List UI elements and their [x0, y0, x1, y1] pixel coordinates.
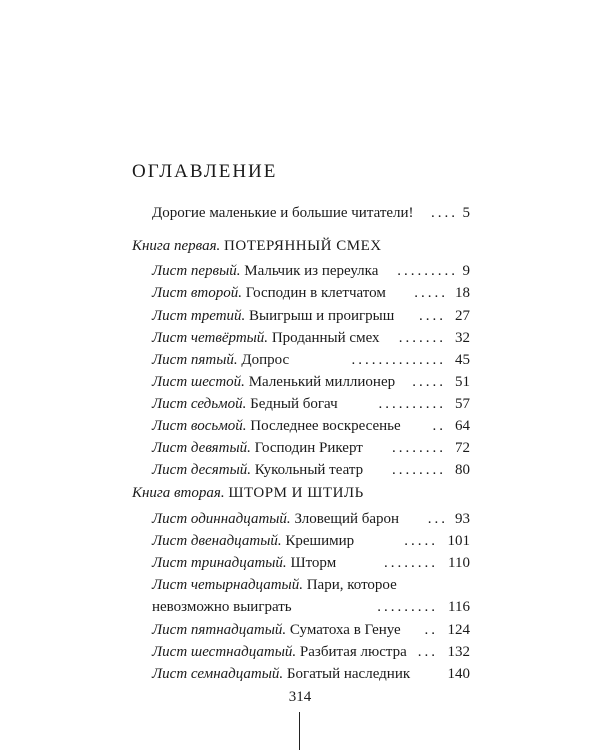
toc-entry[interactable] — [0, 574, 600, 596]
entry-page: 132 — [447, 644, 470, 660]
leader-dots: ......... — [397, 263, 458, 279]
entry-page: 140 — [447, 666, 470, 682]
entry-title: Господин в клетчатом — [245, 285, 386, 301]
entry-title: Маленький миллионер — [248, 374, 396, 390]
leader-dots: ....... — [398, 330, 446, 346]
entry-title: Пари, которое — [306, 577, 397, 593]
toc-entry[interactable] — [0, 393, 600, 415]
toc-entry[interactable] — [0, 305, 600, 327]
toc-heading: ОГЛАВЛЕНИЕ — [132, 161, 278, 182]
leader-dots: ... — [417, 644, 438, 660]
book-label: Книга вторая. — [132, 485, 225, 501]
entry-title: Господин Рикерт — [254, 440, 363, 456]
leader-dots: .............. — [351, 352, 446, 368]
toc-entry[interactable] — [0, 327, 600, 349]
toc-entry[interactable] — [0, 437, 600, 459]
leader-dots: ..... — [414, 285, 448, 301]
leader-dots: ........ — [392, 462, 446, 478]
toc-entry[interactable] — [0, 349, 600, 371]
toc-entry-intro[interactable] — [0, 202, 600, 224]
entry-label: Лист семнадцатый. — [152, 666, 284, 682]
leader-dots: ........ — [392, 440, 446, 456]
entry-page: 5 — [462, 205, 470, 221]
entry-page: 57 — [455, 396, 470, 412]
entry-title: Богатый наследник — [286, 666, 411, 682]
entry-label: Лист шестой. — [152, 374, 245, 390]
toc-entry[interactable] — [0, 415, 600, 437]
book-name: ШТОРМ И ШТИЛЬ — [228, 485, 364, 501]
page-number: 314 — [288, 689, 312, 705]
entry-label: Лист одиннадцатый. — [152, 511, 291, 527]
entry-page: 80 — [455, 462, 470, 478]
entry-label: Лист девятый. — [152, 440, 251, 456]
toc-entry[interactable] — [0, 663, 600, 685]
entry-label: Лист второй. — [152, 285, 242, 301]
toc-entry[interactable] — [0, 459, 600, 481]
entry-title: Зловещий барон — [294, 511, 400, 527]
leader-dots: .... — [431, 205, 458, 221]
entry-page: 101 — [447, 533, 470, 549]
toc-entry[interactable] — [0, 641, 600, 663]
leader-dots: ..... — [412, 374, 446, 390]
entry-page: 32 — [455, 330, 470, 346]
entry-title: Суматоха в Генуе — [289, 622, 401, 638]
entry-page: 9 — [462, 263, 470, 279]
toc-entry-continuation[interactable] — [0, 596, 600, 618]
entry-label: Лист пятый. — [152, 352, 238, 368]
book-title — [132, 485, 364, 502]
entry-label: Лист восьмой. — [152, 418, 247, 434]
entry-page: 27 — [455, 308, 470, 324]
entry-label: Лист тринадцатый. — [152, 555, 287, 571]
book-title — [132, 238, 382, 255]
entry-label: Лист шестнадцатый. — [152, 644, 297, 660]
leader-dots: ... — [427, 511, 448, 527]
leader-dots: ........ — [384, 555, 438, 571]
entry-page: 64 — [455, 418, 470, 434]
entry-page: 51 — [455, 374, 470, 390]
entry-label: Лист четвёртый. — [152, 330, 269, 346]
entry-page: 18 — [455, 285, 470, 301]
entry-page: 93 — [455, 511, 470, 527]
toc-entry[interactable] — [0, 552, 600, 574]
entry-title: Мальчик из переулка — [244, 263, 379, 279]
entry-title: Крешимир — [285, 533, 355, 549]
leader-dots: ..... — [404, 533, 438, 549]
entry-label: Лист пятнадцатый. — [152, 622, 287, 638]
entry-title: Выигрыш и проигрыш — [249, 308, 395, 324]
entry-title: Шторм — [290, 555, 337, 571]
entry-page: 72 — [455, 440, 470, 456]
entry-title: Допрос — [241, 352, 290, 368]
entry-page: 110 — [448, 555, 470, 571]
toc-entry[interactable] — [0, 282, 600, 304]
entry-title-continuation: невозможно выиграть — [152, 599, 292, 615]
entry-page: 45 — [455, 352, 470, 368]
toc-entry[interactable] — [0, 260, 600, 282]
entry-title: Кукольный театр — [254, 462, 364, 478]
entry-label: Лист двенадцатый. — [152, 533, 282, 549]
toc-entry[interactable] — [0, 508, 600, 530]
entry-page: 116 — [448, 599, 470, 615]
leader-dots: .... — [419, 308, 446, 324]
entry-label: Лист четырнадцатый. — [152, 577, 303, 593]
folio-rule — [299, 712, 300, 750]
leader-dots: ......... — [377, 599, 438, 615]
leader-dots: .......... — [378, 396, 446, 412]
entry-title: Разбитая люстра — [299, 644, 407, 660]
leader-dots: .. — [424, 622, 438, 638]
entry-title: Проданный смех — [271, 330, 380, 346]
toc-entry[interactable] — [0, 530, 600, 552]
entry-title: Последнее воскресенье — [250, 418, 401, 434]
book-name: ПОТЕРЯННЫЙ СМЕХ — [224, 238, 382, 254]
entry-label: Лист десятый. — [152, 462, 252, 478]
entry-title: Дорогие маленькие и большие читатели! — [152, 205, 414, 221]
entry-label: Лист третий. — [152, 308, 246, 324]
toc-entry[interactable] — [0, 619, 600, 641]
entry-label: Лист первый. — [152, 263, 241, 279]
leader-dots: .. — [432, 418, 446, 434]
entry-title: Бедный богач — [250, 396, 338, 412]
entry-label: Лист седьмой. — [152, 396, 247, 412]
book-label: Книга первая. — [132, 238, 221, 254]
entry-page: 124 — [447, 622, 470, 638]
toc-entry[interactable] — [0, 371, 600, 393]
